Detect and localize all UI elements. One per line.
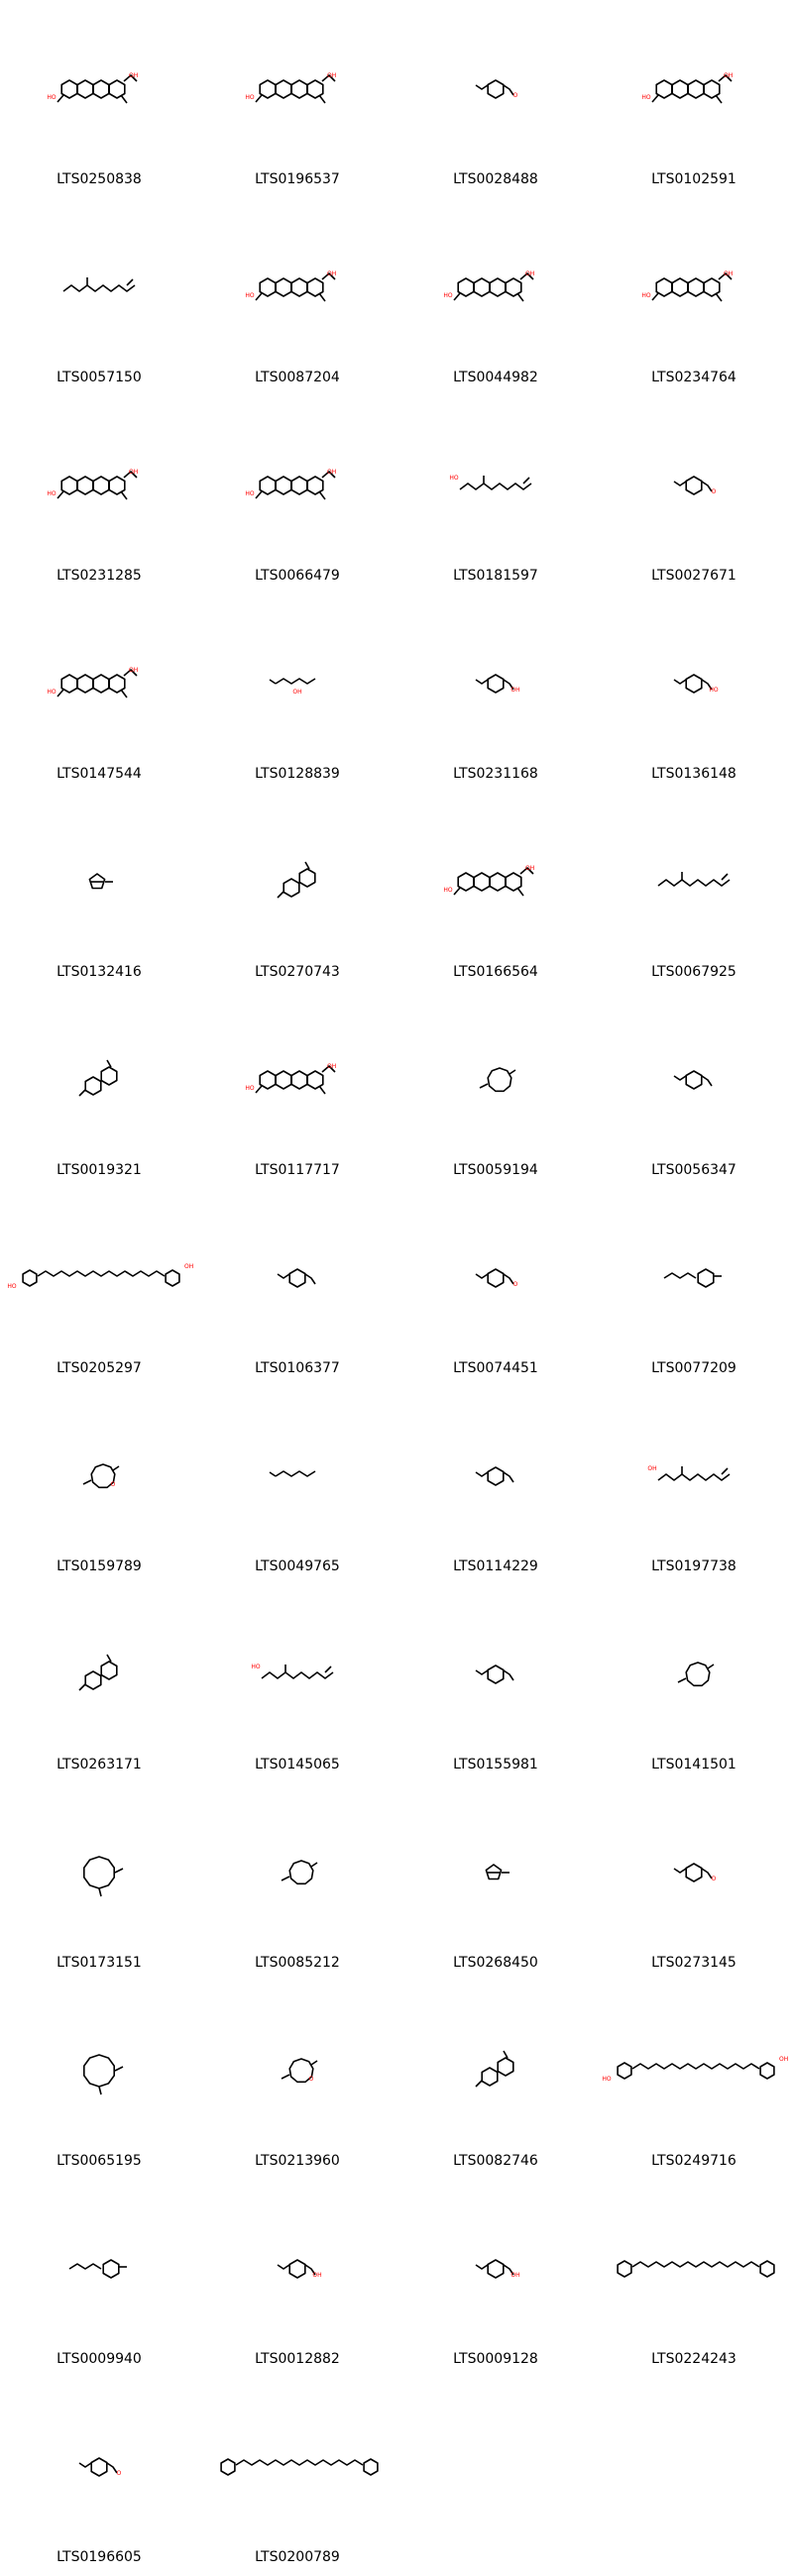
molecule-id-label: LTS0173151 [57, 1955, 142, 1971]
heteroatom-label: HO [7, 1283, 17, 1290]
molecule-id-label: LTS0263171 [57, 1757, 142, 1772]
heteroatom-label: HO [709, 687, 719, 694]
heteroatom-label: OH [184, 1263, 194, 1270]
heteroatom-label: O [711, 488, 717, 495]
heteroatom-label: OH [292, 689, 302, 696]
molecule-cell [198, 1982, 396, 2180]
heteroatom-label: OH [129, 72, 139, 79]
molecule-id-label: LTS0132416 [57, 964, 142, 980]
molecule-id-label: LTS0234764 [651, 370, 736, 385]
molecule-id-label: LTS0273145 [651, 1955, 736, 1971]
molecule-cell [198, 396, 396, 594]
structure-drawing [198, 1783, 396, 1942]
structure-drawing [595, 1189, 793, 1347]
molecule-id-label: LTS0065195 [57, 2153, 142, 2169]
structure-drawing [595, 198, 793, 357]
molecule-cell [396, 396, 595, 594]
molecule-id-label: LTS0197738 [651, 1558, 736, 1574]
molecule-id-label: LTS0106377 [255, 1360, 340, 1376]
molecule-id-label: LTS0028488 [453, 171, 538, 187]
heteroatom-label: O [110, 1481, 116, 1488]
structure-drawing [595, 991, 793, 1149]
heteroatom-label: HO [251, 1664, 261, 1670]
molecule-cell [595, 0, 793, 198]
molecule-cell [0, 1189, 198, 1387]
molecule-cell [0, 1783, 198, 1982]
molecule-id-label: LTS0205297 [57, 1360, 142, 1376]
molecule-id-label: LTS0145065 [255, 1757, 340, 1772]
heteroatom-label: OH [129, 667, 139, 674]
molecule-cell [198, 1585, 396, 1783]
structure-drawing [198, 2180, 396, 2338]
molecule-cell [198, 1783, 396, 1982]
molecule-id-label: LTS0082746 [453, 2153, 538, 2169]
structure-drawing [0, 2180, 198, 2338]
heteroatom-label: HO [47, 689, 57, 696]
molecule-id-label: LTS0019321 [57, 1162, 142, 1178]
structure-drawing [396, 1783, 595, 1942]
molecule-cell [198, 2180, 396, 2378]
molecule-cell [595, 594, 793, 793]
structure-drawing [595, 396, 793, 555]
structure-drawing [595, 1585, 793, 1744]
molecule-id-label: LTS0077209 [651, 1360, 736, 1376]
molecule-cell [0, 793, 198, 991]
structure-drawing [198, 991, 396, 1149]
heteroatom-label: OH [129, 469, 139, 476]
molecule-cell [595, 396, 793, 594]
molecule-cell [595, 2180, 793, 2378]
molecule-id-label: LTS0196605 [57, 2549, 142, 2565]
structure-drawing [595, 594, 793, 753]
molecule-cell [198, 198, 396, 396]
molecule-id-label: LTS0056347 [651, 1162, 736, 1178]
molecule-id-label: LTS0067925 [651, 964, 736, 980]
molecule-cell [0, 991, 198, 1189]
molecule-cell [0, 396, 198, 594]
molecule-cell [198, 1387, 396, 1585]
structure-drawing [595, 2180, 793, 2338]
heteroatom-label: OH [327, 72, 337, 79]
molecule-cell [396, 1982, 595, 2180]
molecule-id-label: LTS0268450 [453, 1955, 538, 1971]
molecule-id-label: LTS0057150 [57, 370, 142, 385]
molecule-id-label: LTS0159789 [57, 1558, 142, 1574]
heteroatom-label: O [512, 1281, 518, 1288]
molecule-id-label: LTS0250838 [57, 171, 142, 187]
structure-drawing [0, 793, 198, 951]
structure-drawing [396, 2180, 595, 2338]
structure-drawing [198, 0, 396, 159]
heteroatom-label: O [711, 1876, 717, 1882]
heteroatom-label: HO [245, 1085, 255, 1092]
molecule-cell [396, 0, 595, 198]
structure-drawing [198, 198, 396, 357]
molecule-cell [396, 594, 595, 793]
molecule-cell [198, 991, 396, 1189]
heteroatom-label: O [512, 92, 518, 99]
heteroatom-label: HO [47, 94, 57, 101]
molecule-id-label: LTS0231285 [57, 568, 142, 584]
molecule-id-label: LTS0114229 [453, 1558, 538, 1574]
heteroatom-label: OH [647, 1465, 657, 1472]
structure-drawing [595, 1387, 793, 1546]
molecule-cell [396, 1189, 595, 1387]
structure-drawing [595, 793, 793, 951]
molecule-id-label: LTS0012882 [255, 2351, 340, 2367]
structure-drawing [0, 198, 198, 357]
structure-drawing [198, 793, 396, 951]
heteroatom-label: OH [510, 2272, 520, 2279]
molecule-id-label: LTS0141501 [651, 1757, 736, 1772]
molecule-id-label: LTS0196537 [255, 171, 340, 187]
molecule-id-label: LTS0066479 [255, 568, 340, 584]
heteroatom-label: OH [327, 469, 337, 476]
heteroatom-label: HO [443, 292, 453, 299]
structure-drawing [0, 0, 198, 159]
molecule-cell [0, 1387, 198, 1585]
molecule-cell [595, 991, 793, 1189]
molecule-id-label: LTS0249716 [651, 2153, 736, 2169]
heteroatom-label: OH [327, 270, 337, 277]
structure-drawing [595, 1783, 793, 1942]
molecule-id-label: LTS0224243 [651, 2351, 736, 2367]
molecule-cell [0, 198, 198, 396]
structure-drawing [396, 1189, 595, 1347]
molecule-id-label: LTS0102591 [651, 171, 736, 187]
structure-drawing [396, 594, 595, 753]
structure-drawing [0, 396, 198, 555]
structure-drawing [0, 991, 198, 1149]
molecule-id-label: LTS0200789 [255, 2549, 340, 2565]
structure-drawing [0, 1387, 198, 1546]
structure-drawing [198, 396, 396, 555]
molecule-id-label: LTS0213960 [255, 2153, 340, 2169]
molecule-id-label: LTS0059194 [453, 1162, 538, 1178]
molecule-id-label: LTS0044982 [453, 370, 538, 385]
molecule-cell [0, 1982, 198, 2180]
molecule-cell [595, 1585, 793, 1783]
heteroatom-label: HO [641, 94, 651, 101]
molecule-cell [396, 1783, 595, 1982]
heteroatom-label: OH [327, 1063, 337, 1070]
heteroatom-label: HO [47, 490, 57, 497]
molecule-cell [595, 1982, 793, 2180]
molecule-id-label: LTS0074451 [453, 1360, 538, 1376]
molecule-id-label: LTS0087204 [255, 370, 340, 385]
molecule-id-label: LTS0147544 [57, 766, 142, 782]
structure-drawing [0, 1585, 198, 1744]
molecule-cell [396, 1387, 595, 1585]
structure-drawing [396, 0, 595, 159]
structure-drawing [396, 793, 595, 951]
molecule-id-label: LTS0128839 [255, 766, 340, 782]
heteroatom-label: HO [641, 292, 651, 299]
heteroatom-label: O [308, 2076, 314, 2083]
molecule-id-label: LTS0270743 [255, 964, 340, 980]
structure-drawing [396, 1982, 595, 2140]
molecule-cell [595, 1387, 793, 1585]
molecule-cell [396, 793, 595, 991]
heteroatom-label: HO [245, 490, 255, 497]
heteroatom-label: OH [525, 865, 535, 872]
molecule-id-label: LTS0166564 [453, 964, 538, 980]
molecule-id-label: LTS0009940 [57, 2351, 142, 2367]
molecule-cell [198, 0, 396, 198]
structure-drawing [0, 594, 198, 753]
heteroatom-label: OH [312, 2272, 322, 2279]
molecule-cell [198, 594, 396, 793]
structure-drawing [396, 1585, 595, 1744]
molecule-cell [595, 1783, 793, 1982]
molecule-cell [0, 0, 198, 198]
structure-drawing [396, 1387, 595, 1546]
molecule-cell [396, 2180, 595, 2378]
molecule-cell [595, 1189, 793, 1387]
heteroatom-label: OH [724, 270, 734, 277]
molecule-id-label: LTS0181597 [453, 568, 538, 584]
structure-drawing [0, 1189, 198, 1347]
heteroatom-label: HO [602, 2076, 612, 2083]
structure-drawing [0, 1783, 198, 1942]
molecule-cell [595, 198, 793, 396]
structure-drawing [198, 2378, 396, 2536]
structure-drawing [595, 0, 793, 159]
molecule-cell [0, 2378, 198, 2576]
structure-drawing [396, 991, 595, 1149]
heteroatom-label: HO [443, 887, 453, 894]
molecule-id-label: LTS0085212 [255, 1955, 340, 1971]
structure-drawing [396, 396, 595, 555]
structure-drawing [0, 2378, 198, 2536]
molecule-id-label: LTS0027671 [651, 568, 736, 584]
structure-drawing [396, 198, 595, 357]
molecule-cell [0, 1585, 198, 1783]
molecule-id-label: LTS0117717 [255, 1162, 340, 1178]
molecule-id-label: LTS0155981 [453, 1757, 538, 1772]
molecule-id-label: LTS0136148 [651, 766, 736, 782]
heteroatom-label: HO [449, 475, 459, 482]
molecule-id-label: LTS0009128 [453, 2351, 538, 2367]
structure-drawing [198, 1189, 396, 1347]
molecule-cell [198, 2378, 396, 2576]
structure-drawing [198, 594, 396, 753]
molecule-cell [0, 2180, 198, 2378]
structure-drawing [595, 1982, 793, 2140]
molecule-id-label: LTS0231168 [453, 766, 538, 782]
molecule-cell [396, 1585, 595, 1783]
structure-drawing [198, 1982, 396, 2140]
molecule-cell [396, 991, 595, 1189]
heteroatom-label: OH [779, 2056, 789, 2063]
heteroatom-label: OH [724, 72, 734, 79]
molecule-cell [0, 594, 198, 793]
molecule-cell [595, 793, 793, 991]
heteroatom-label: HO [245, 94, 255, 101]
molecule-cell [198, 793, 396, 991]
heteroatom-label: HO [245, 292, 255, 299]
heteroatom-label: OH [510, 687, 520, 694]
structure-drawing [198, 1585, 396, 1744]
structure-drawing [0, 1982, 198, 2140]
molecule-cell [198, 1189, 396, 1387]
structure-drawing [198, 1387, 396, 1546]
molecule-id-label: LTS0049765 [255, 1558, 340, 1574]
heteroatom-label: O [116, 2470, 122, 2477]
heteroatom-label: OH [525, 270, 535, 277]
molecule-cell [396, 198, 595, 396]
